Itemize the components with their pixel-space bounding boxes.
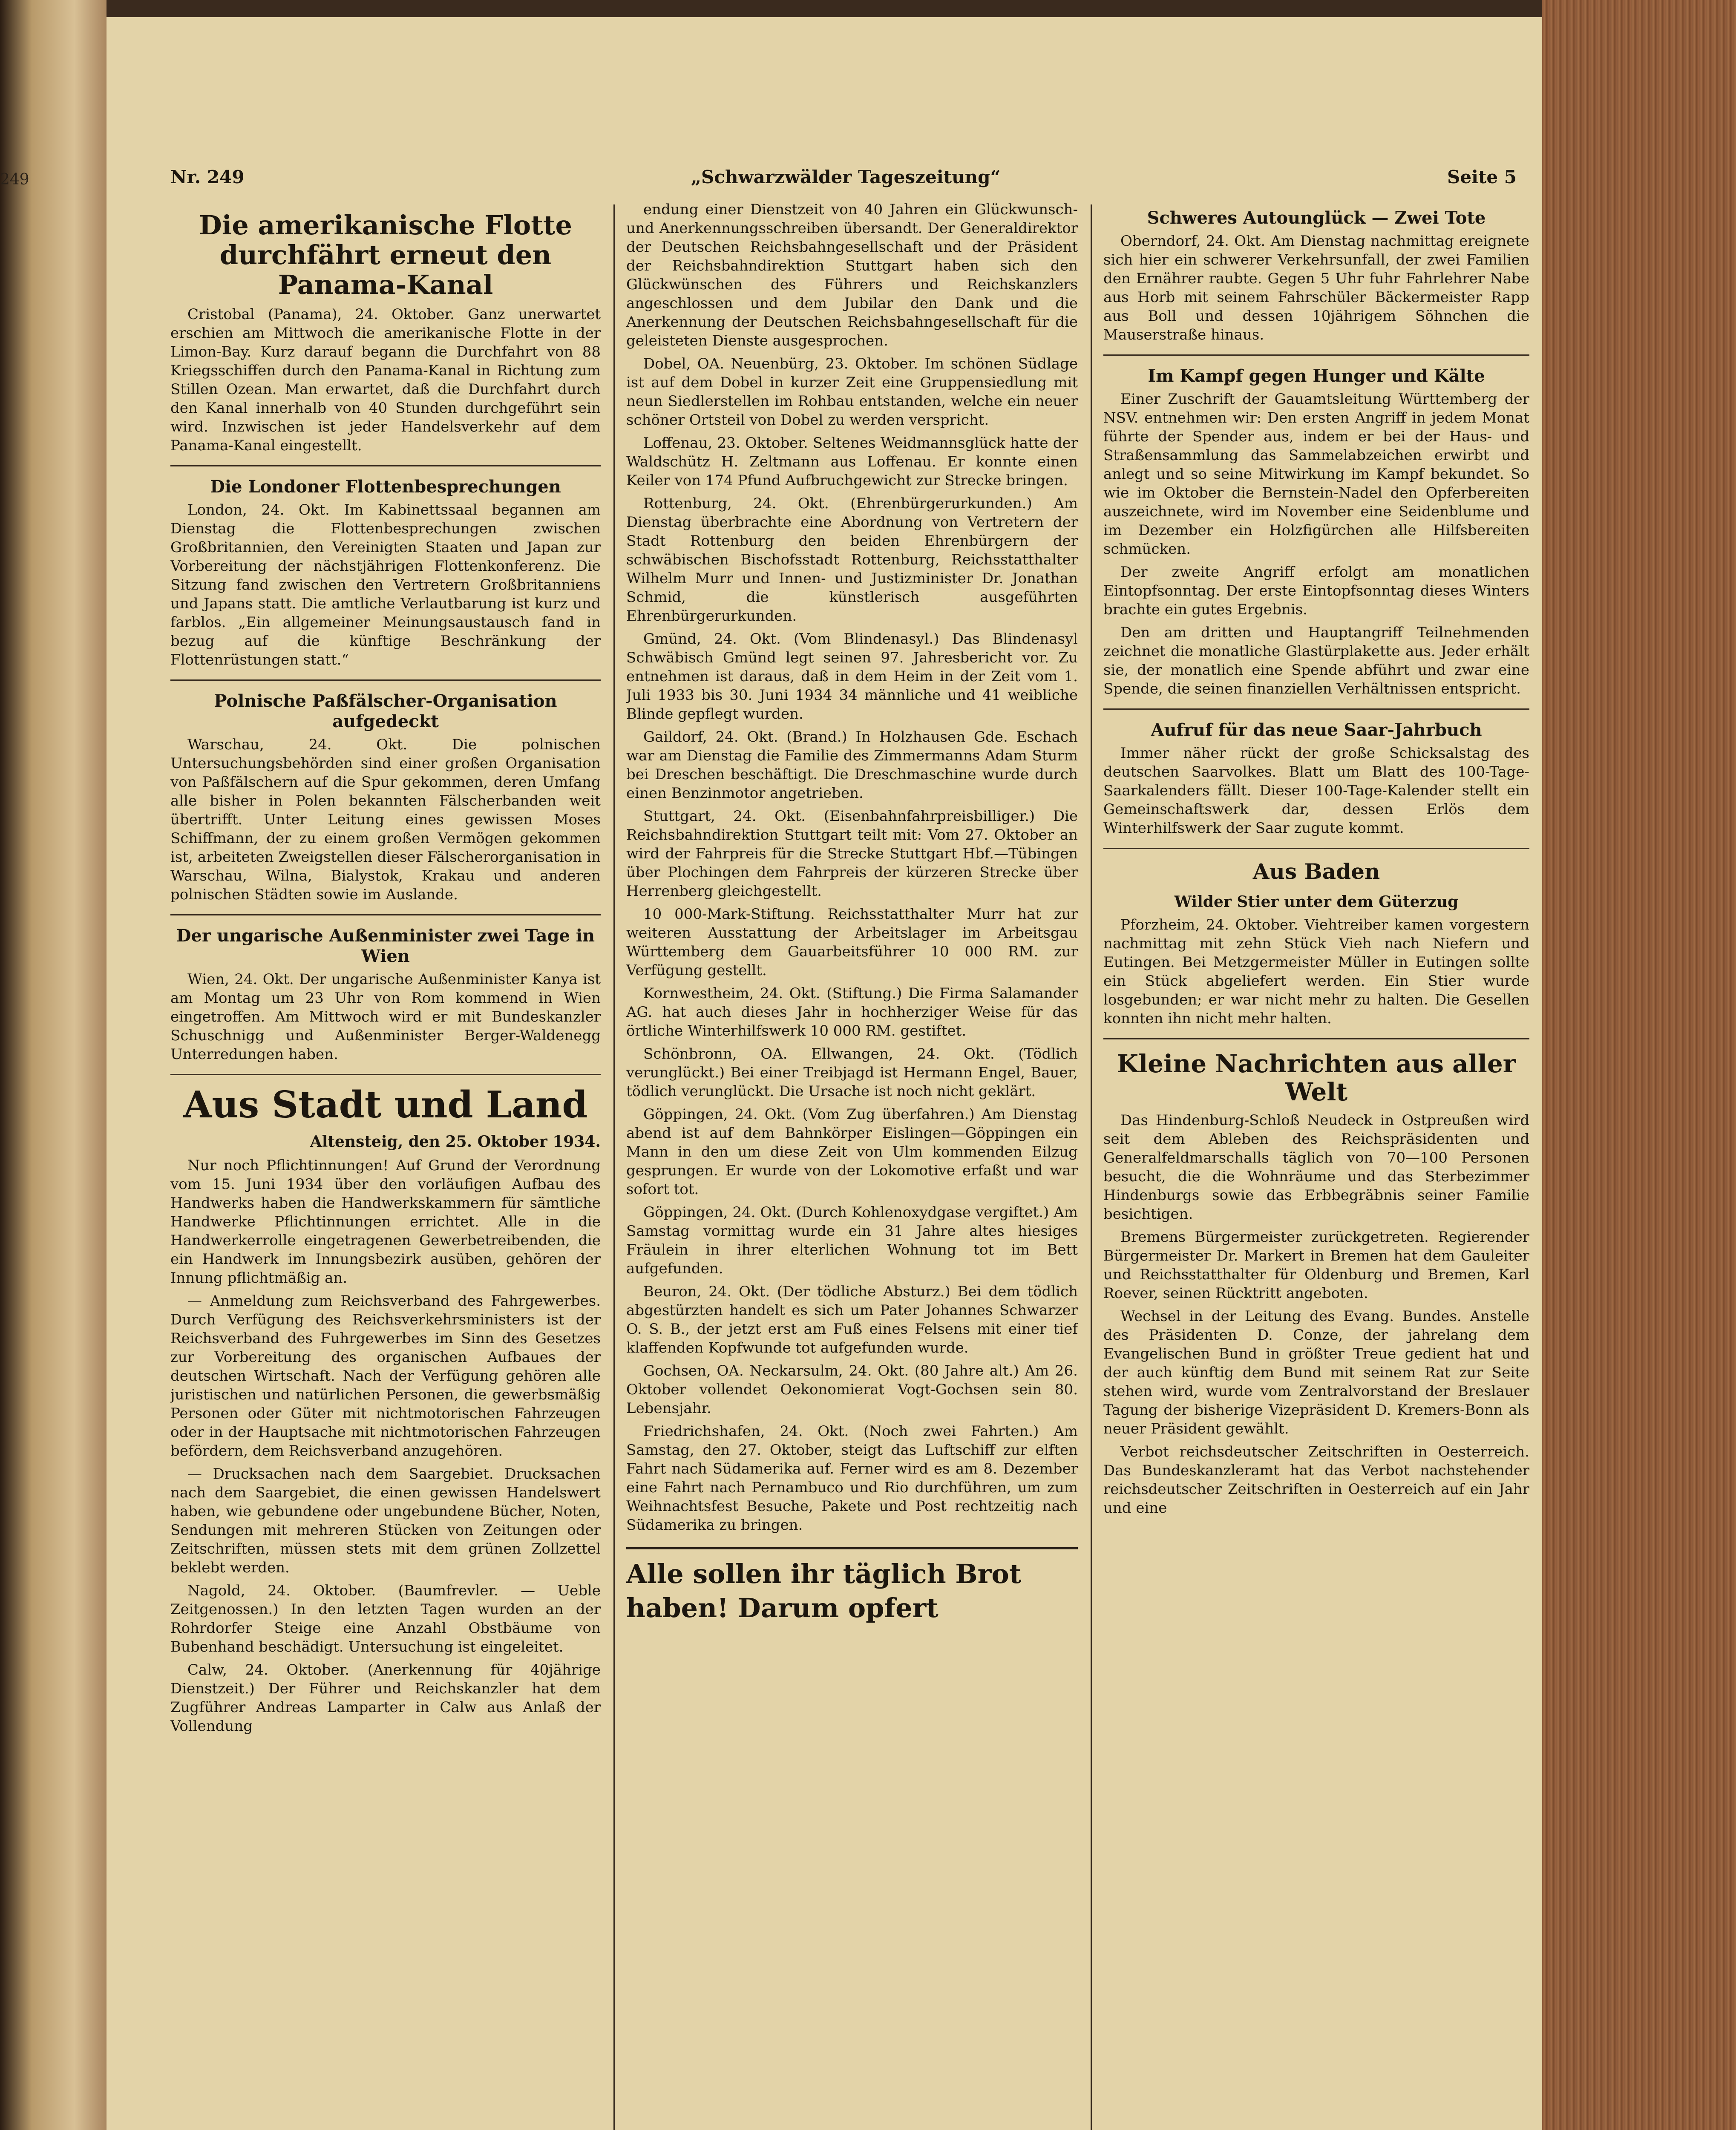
divider xyxy=(1103,1038,1529,1039)
article-nsv-1: Einer Zuschrift der Gauamtsleitung Württemberg der NSV. entnehmen wir: Den ersten Angriff in jedem Monat führte der Spender aus, indem er bei der Haus- und Straßensammlung das Sammelabzeichen erwirbt und anlegt und so seine Mitwirkung im Kampf bekundet. So wie im Oktober die Bernstein-Nadel den Opferbereiten auszeichnete, wird im November eine Seidenblume und im Dezember ein Holzfigürchen alle Hilfsbereiten schmücken. xyxy=(1103,391,1529,558)
article-gmuend: Gmünd, 24. Okt. (Vom Blindenasyl.) Das Blindenasyl Schwäbisch Gmünd legt seinen 97. Jahresbericht vor. Zu entnehmen ist daraus, daß in dem Heim in der Zeit vom 1. Juli 1933 bis 30. Juni 1934 34 männliche und 41 weibliche Blinde gepflegt wurden. xyxy=(626,630,1078,722)
headline-warsaw: Polnische Paßfälscher-Organisation aufgedeckt xyxy=(214,691,557,731)
article-saargebiet: — Drucksachen nach dem Saargebiet. Drucksachen nach dem Saargebiet, die einen gewissen Handelswert haben, wie gebundene oder ungebundene Bücher, Noten, Sendungen mit mehreren Stücken von Zeitungen oder Zeitschriften, müssen stets mit dem grünen Zollzettel beklebt werden. xyxy=(170,1465,601,1576)
page-header xyxy=(170,162,1517,192)
divider xyxy=(170,1074,601,1075)
article-panama: Cristobal (Panama), 24. Oktober. Ganz unerwartet erschien am Mittwoch die amerikanische Flotte in der Limon-Bay. Kurz darauf begann die Durchfahrt von 88 Kriegsschiffen durch den Panama-Kanal in Richtung zum Stillen Ozean. Man erwartet, daß die Durchfahrt durch den Kanal innerhalb von 40 Stunden durchgeführt sein wird. Inzwischen ist jeder Handelsverkehr auf dem Panama-Kanal eingestellt. xyxy=(170,306,601,454)
article-nsv-3: Den am dritten und Hauptangriff Teilnehmenden zeichnet die monatliche Glastürplakette aus. Jeder erhält sie, der monatlich eine Spende abführt und zwar eine Spende, die seinen finanziellen Verhältnissen entspricht. xyxy=(1103,624,1529,697)
page-number: Seite 5 xyxy=(1447,166,1517,187)
section-title-local: Aus Stadt und Land xyxy=(183,1083,588,1126)
local-dateline: Altensteig, den 25. Oktober 1934. xyxy=(310,1133,601,1151)
headline-vienna: Der ungarische Außenminister zwei Tage in Wien xyxy=(176,926,595,966)
article-fahrgewerbe: — Anmeldung zum Reichsverband des Fahrgewerbes. Durch Verfügung des Reichsverkehrsministers ist der Reichsverband des Fuhrgewerbes im Sinn des Gesetzes zur Vorbereitung des organischen Aufbaues der deutschen Wirtschaft. Nach der Verfügung gehören alle juristischen und natürlichen Personen, die gewerbsmäßig Personen oder Güter mit nichtmotorischen Fahrzeugen oder in der Hauptsache mit nichtmotorischen Fahrzeugen befördern, dem Reichsverband anzugehören. xyxy=(170,1292,601,1459)
column-2 xyxy=(626,200,1078,2130)
divider xyxy=(1103,848,1529,849)
article-vienna: Wien, 24. Okt. Der ungarische Außenminister Kanya ist am Montag um 23 Uhr von Rom kommend in Wien eingetroffen. Am Mittwoch wird er mit Bundeskanzler Schuschnigg und Außenminister Berger-Waldenegg Unterredungen haben. xyxy=(170,971,601,1063)
article-beuron: Beuron, 24. Okt. (Der tödliche Absturz.) Bei dem tödlich abgestürzten handelt es sich um Pater Johannes Schwarzer O. S. B., der jetzt erst am Fuß eines Felsens mit einer tief klaffenden Kopfwunde tot aufgefunden wurde. xyxy=(626,1283,1078,1356)
article-goeppingen-2: Göppingen, 24. Okt. (Durch Kohlenoxydgase vergiftet.) Am Samstag vormittag wurde ein 31 Jahre altes hiesiges Fräulein in ihrer elterlichen Wohnung tot im Bett aufgefunden. xyxy=(626,1204,1078,1277)
headline-london: Die Londoner Flottenbesprechungen xyxy=(210,477,561,497)
article-saar: Immer näher rückt der große Schicksalstag des deutschen Saarvolkes. Blatt um Blatt des 100-Tage-Saarkalenders fällt. Dieser 100-Tage-Kalender stellt ein Gemeinschaftswerk dar, dessen Erlös dem Winterhilfswerk der Saar zugute kommt. xyxy=(1103,745,1529,837)
divider xyxy=(1103,354,1529,356)
article-oesterreich: Verbot reichsdeutscher Zeitschriften in Oesterreich. Das Bundeskanzleramt hat das Verbot nachstehender reichsdeutscher Zeitschriften in Oesterreich auf ein Jahr und eine xyxy=(1103,1443,1529,1517)
divider xyxy=(170,679,601,681)
article-friedrichshafen: Friedrichshafen, 24. Okt. (Noch zwei Fahrten.) Am Samstag, den 27. Oktober, steigt das Luftschiff zur elften Fahrt nach Südamerika auf. Ferner wird es am 8. Dezember eine Fahrt nach Pernambuco und Rio durchführen, um zum Weihnachtsfest Besuche, Pakete und Post rechtzeitig nach Südamerika zu bringen. xyxy=(626,1423,1078,1534)
headline-stier: Wilder Stier unter dem Güterzug xyxy=(1174,893,1459,911)
divider xyxy=(1103,708,1529,710)
issue-number: Nr. 249 xyxy=(170,166,245,187)
article-pforzheim: Pforzheim, 24. Oktober. Viehtreiber kamen vorgestern nachmittag mit zehn Stück Vieh nach Niefern und Eutingen. Bei Metzgermeister Müller in Eutingen sollte ein Stück abgeliefert werden. Ein Stier wurde losgebunden; er war nicht mehr zu halten. Die Gesellen konnten ihn nicht mehr halten. xyxy=(1103,916,1529,1027)
article-gochsen: Gochsen, OA. Neckarsulm, 24. Okt. (80 Jahre alt.) Am 26. Oktober vollendet Oekonomierat Vogt-Gochsen sein 80. Lebensjahr. xyxy=(626,1362,1078,1417)
article-stiftung: 10 000-Mark-Stiftung. Reichsstatthalter Murr hat zur weiteren Ausstattung der Arbeitslager im Arbeitsgau Württemberg dem Gauarbeitsführer 10 000 RM. zur Verfügung gestellt. xyxy=(626,906,1078,979)
article-loffenau: Loffenau, 23. Oktober. Seltenes Weidmannsglück hatte der Waldschütz H. Zeltmann aus Loffenau. Er konnte einen Keiler von 174 Pfund Aufbruchgewicht zur Strecke bringen. xyxy=(626,435,1078,489)
section-title-kleine-nachrichten: Kleine Nachrichten aus aller Welt xyxy=(1117,1049,1516,1106)
previous-page-number: 249 xyxy=(0,171,29,188)
previous-page-edge xyxy=(0,0,107,2130)
article-neudeck: Das Hindenburg-Schloß Neudeck in Ostpreußen wird seit dem Ableben des Reichspräsidenten und Generalfeldmarschalls täglich von 70—100 Personen besucht, die die Wohnräume und das Sterbezimmer Hindenburgs sowie das Erbbegräbnis seiner Familie besichtigen. xyxy=(1103,1112,1529,1223)
newspaper-page xyxy=(107,17,1542,2130)
article-calw: Calw, 24. Oktober. (Anerkennung für 40jährige Dienstzeit.) Der Führer und Reichskanzler hat dem Zugführer Andreas Lamparter in Calw aus Anlaß der Vollendung xyxy=(170,1661,601,1735)
column-rule-2 xyxy=(1091,204,1092,2130)
column-1 xyxy=(170,200,601,2130)
whw-slogan: Alle sollen ihr täglich Brot haben! Darum opfert xyxy=(626,1547,1078,1625)
article-nagold: Nagold, 24. Oktober. (Baumfrevler. — Ueble Zeitgenossen.) In den letzten Tagen wurden an der Rohrdorfer Steige eine Anzahl Obstbäume von Bubenhand beschädigt. Untersuchung ist eingeleitet. xyxy=(170,1582,601,1655)
divider xyxy=(170,914,601,915)
column-3 xyxy=(1103,200,1529,2130)
article-gaildorf: Gaildorf, 24. Okt. (Brand.) In Holzhausen Gde. Eschach war am Dienstag die Familie des Zimmermanns Adam Sturm bei Dreschen beschäftigt. Die Dreschmaschine wurde durch einen Benzinmotor angetrieben. xyxy=(626,728,1078,802)
headline-saar-jahrbuch: Aufruf für das neue Saar-Jahrbuch xyxy=(1151,720,1482,740)
article-calw-cont: endung einer Dienstzeit von 40 Jahren ein Glückwunsch- und Anerkennungsschreiben übersandt. Der Generaldirektor der Deutschen Reichsbahngesellschaft und der Präsident der Reichsbahndirektion Stuttgart haben sich den Glückwünschen des Führers und Reichskanzlers angeschlossen und dem Jubilar den Dank und die Anerkennung der Deutschen Reichsbahngesellschaft für die geleisteten Dienste ausgesprochen. xyxy=(626,201,1078,349)
article-warsaw: Warschau, 24. Okt. Die polnischen Untersuchungsbehörden sind einer großen Organisation von Paßfälschern auf die Spur gekommen, deren Umfang alle bisher in Polen bekannten Fälscherbanden weit übertrifft. Unter Leitung eines gewissen Moses Schiffmann, der zu einem großen Vermögen gekommen ist, arbeiteten Zweigstellen dieser Fälscherorganisation in Warschau, Wilna, Bialystok, Krakau und anderen polnischen Städten sowie im Auslande. xyxy=(170,736,601,903)
article-innungen: Nur noch Pflichtinnungen! Auf Grund der Verordnung vom 15. Juni 1934 über den vorläufigen Aufbau des Handwerks haben die Handwerkskammern für sämtliche Handwerke Pflichtinnungen errichtet. Alle in die Handwerkerrolle eingetragenen Gewerbetreibenden, die ein Handwerk im Innungsbezirk ausüben, gehören der Innung pflichtmäßig an. xyxy=(170,1157,601,1287)
article-oberndorf: Oberndorf, 24. Okt. Am Dienstag nachmittag ereignete sich hier ein schwerer Verkehrsunfall, der zwei Familien den Ernährer raubte. Gegen 5 Uhr fuhr Fahrlehrer Nabe aus Horb mit seinem Fahrschüler Bäckermeister Rapp aus Boll und dessen 10jährigem Söhnchen die Mauserstraße hinaus. xyxy=(1103,233,1529,343)
article-evang-bund: Wechsel in der Leitung des Evang. Bundes. Anstelle des Präsidenten D. Conze, der jahrelang dem Evangelischen Bund in größter Treue gedient hat und der auch künftig dem Bund mit seinem Rat zur Seite stehen wird, wurde vom Zentralvorstand der Breslauer Tagung der bisherige Vizepräsident D. Kremers-Bonn als neuer Präsident gewählt. xyxy=(1103,1308,1529,1437)
article-goeppingen-1: Göppingen, 24. Okt. (Vom Zug überfahren.) Am Dienstag abend ist auf dem Bahnkörper Eislingen—Göppingen ein Mann in den um diese Zeit von Ulm kommenden Eilzug gesprungen. Er wurde von der Lokomotive erfaßt und war sofort tot. xyxy=(626,1106,1078,1198)
article-rottenburg: Rottenburg, 24. Okt. (Ehrenbürgerurkunden.) Am Dienstag überbrachte eine Abordnung von Vertretern der Stadt Rottenburg den beiden Ehrenbürgern der schwäbischen Bischofsstadt Rottenburg, Reichsstatthalter Wilhelm Murr und Innen- und Justizminister Dr. Jonathan Schmid, die künstlerisch ausgeführten Ehrenbürgerurkunden. xyxy=(626,495,1078,625)
headline-panama: Die amerikanische Flotte durchfährt erneut den Panama-Kanal xyxy=(199,210,572,300)
article-nsv-2: Der zweite Angriff erfolgt am monatlichen Eintopfsonntag. Der erste Eintopfsonntag dieses Winters brachte ein gutes Ergebnis. xyxy=(1103,564,1529,618)
column-rule-1 xyxy=(613,204,615,2130)
section-title-baden: Aus Baden xyxy=(1252,859,1380,884)
article-kornwestheim: Kornwestheim, 24. Okt. (Stiftung.) Die Firma Salamander AG. hat auch dieses Jahr in hochherziger Weise für das örtliche Winterhilfswerk 10 000 RM. gestiftet. xyxy=(626,985,1078,1039)
article-london: London, 24. Okt. Im Kabinettssaal begannen am Dienstag die Flottenbesprechungen zwischen Großbritannien, den Vereinigten Staaten und Japan zur Vorbereitung der nächstjährigen Flottenkonferenz. Die Sitzung fand zwischen den Vertretern Großbritanniens und Japans statt. Die amtliche Verlautbarung ist kurz und farblos. „Ein allgemeiner Meinungsaustausch fand in bezug auf die künftige Beschränkung der Flottenrüstungen statt.“ xyxy=(170,501,601,668)
book-spine xyxy=(1542,0,1736,2130)
article-bremen: Bremens Bürgermeister zurückgetreten. Regierender Bürgermeister Dr. Markert in Bremen hat dem Gauleiter und Reichsstatthalter für Oldenburg und Bremen, Karl Roever, seinen Rücktritt angeboten. xyxy=(1103,1229,1529,1302)
divider xyxy=(170,465,601,466)
newspaper-title: „Schwarzwälder Tageszeitung“ xyxy=(691,166,1001,187)
article-stuttgart: Stuttgart, 24. Okt. (Eisenbahnfahrpreisbilliger.) Die Reichsbahndirektion Stuttgart teilt mit: Vom 27. Oktober an wird der Fahrpreis für die Strecke Stuttgart Hbf.—Tübingen über Plochingen dem Fahrpreis der kürzeren Strecke über Herrenberg gleichgestellt. xyxy=(626,808,1078,900)
headline-autounglueck: Schweres Autounglück — Zwei Tote xyxy=(1147,208,1486,228)
article-dobel: Dobel, OA. Neuenbürg, 23. Oktober. Im schönen Südlage ist auf dem Dobel in kurzer Zeit eine Gruppensiedlung mit neun Siedlerstellen im Rohbau entstanden, welche ein neuer schöner Ortsteil von Dobel zu werden verspricht. xyxy=(626,355,1078,429)
article-schoenbronn: Schönbronn, OA. Ellwangen, 24. Okt. (Tödlich verunglückt.) Bei einer Treibjagd ist Hermann Engel, Bauer, tödlich verunglückt. Die Ursache ist noch nicht geklärt. xyxy=(626,1045,1078,1100)
headline-hunger-kaelte: Im Kampf gegen Hunger und Kälte xyxy=(1148,366,1485,386)
